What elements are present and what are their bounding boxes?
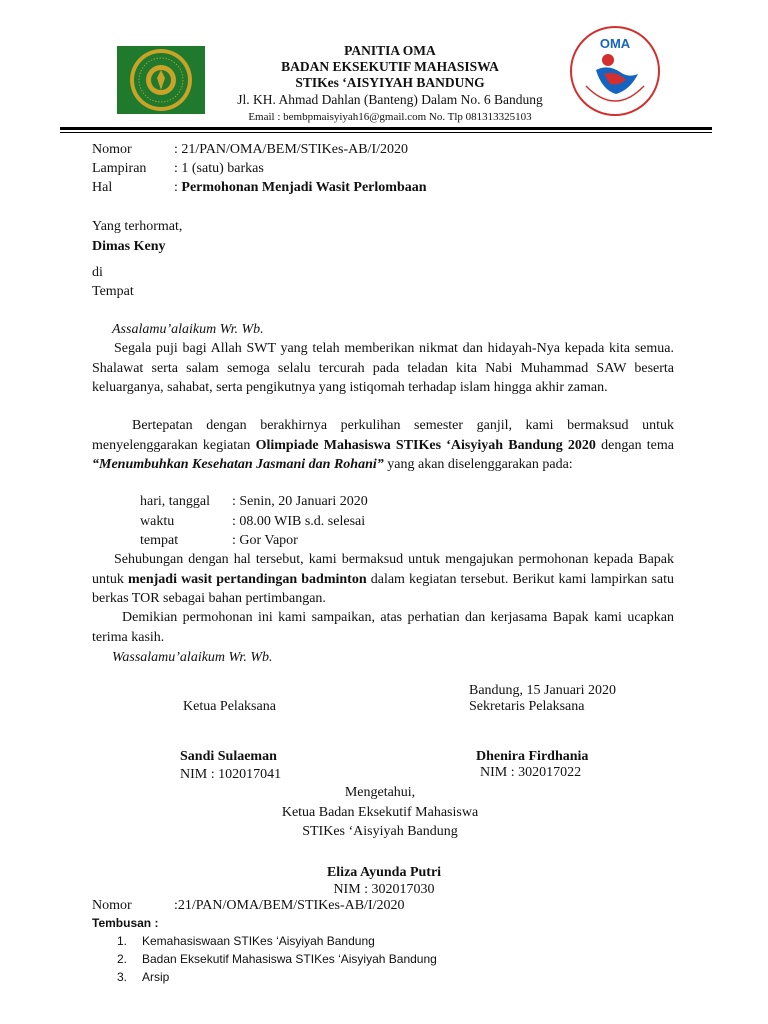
recipient-place: Tempat	[92, 284, 134, 299]
header-rule-thin	[60, 132, 712, 133]
p2-text-e: yang akan diselenggarakan pada:	[387, 457, 573, 472]
stikes-logo	[115, 44, 207, 116]
footer-nomor-label: Nomor	[92, 898, 132, 913]
tembusan-item: 1. Kemahasiswaan STIKes ‘Aisyiyah Bandung	[117, 934, 375, 948]
org-contact: Email : bembpmaisyiyah16@gmail.com No. Tlp 081313325103	[248, 111, 532, 123]
left-signer-name: Sandi Sulaeman	[180, 749, 277, 764]
p2-theme: “Menumbuhkan Kesehatan Jasmani dan Rohani”	[92, 457, 384, 472]
org-address: Jl. KH. Ahmad Dahlan (Banteng) Dalam No. 6 Bandung	[237, 92, 543, 107]
detail-hari	[140, 492, 368, 512]
greeting: Yang terhormat,	[92, 219, 183, 234]
p3-text-a: Sehubungan dengan hal tersebut, kami bermaksud untuk mengajukan permohonan kepada Bapak untuk	[92, 552, 674, 587]
right-signer-nim: NIM : 302017022	[480, 765, 582, 780]
paragraph-1	[92, 339, 674, 398]
approval-institution: STIKes ‘Aisyiyah Bandung	[302, 824, 458, 839]
detail-value: : 08.00 WIB s.d. selesai	[232, 514, 366, 529]
salam: Assalamu’alaikum Wr. Wb.	[112, 322, 264, 337]
letterhead	[0, 0, 768, 136]
recipient-name: Dimas Keny	[92, 239, 166, 254]
hal-colon: :	[174, 180, 178, 195]
approval-known: Mengetahui,	[344, 785, 416, 800]
hal-label: Hal	[92, 180, 113, 195]
left-signer-nim: NIM : 102017041	[180, 767, 282, 782]
detail-value: : Gor Vapor	[232, 533, 298, 548]
paragraph-1-text: Segala puji bagi Allah SWT yang telah memberikan nikmat dan hidayah-Nya kepada kita semua. Shalawat serta salam semoga selalu tercurah pada teladan kita Nabi Muhammad SAW beserta keluarganya, sahabat, serta pengikutnya yang istiqomah terhadap islam hingga akhir zaman.	[92, 341, 674, 395]
lampiran-value: : 1 (satu) barkas	[174, 161, 264, 176]
tembusan-list	[117, 932, 517, 986]
lampiran-label: Lampiran	[92, 161, 147, 176]
nomor-label: Nomor	[92, 142, 132, 157]
right-signer-name: Dhenira Firdhania	[476, 749, 589, 764]
detail-key: waktu	[140, 514, 175, 529]
approval-role: Ketua Badan Eksekutif Mahasiswa	[281, 804, 479, 820]
p3-request: menjadi wasit pertandingan badminton	[127, 571, 367, 587]
paragraph-3	[92, 550, 674, 609]
oma-logo-text: OMA	[599, 36, 631, 51]
paragraph-4	[92, 608, 674, 647]
right-role: Sekretaris Pelaksana	[469, 699, 585, 714]
p3-text-c: dalam kegiatan tersebut. Berikut kami lampirkan satu berkas TOR sebagai bahan pertimbangan.	[92, 571, 675, 606]
hal-value: Permohonan Menjadi Wasit Perlombaan	[181, 180, 427, 195]
detail-value: : Senin, 20 Januari 2020	[232, 494, 368, 509]
recipient-di: di	[92, 265, 103, 280]
letter-date: Bandung, 15 Januari 2020	[469, 683, 616, 698]
tembusan-item: 3. Arsip	[117, 970, 170, 984]
chair-name: Eliza Ayunda Putri	[326, 865, 442, 880]
header-rule-thick	[60, 127, 712, 130]
detail-waktu	[140, 512, 365, 532]
org-name-1: PANITIA OMA	[344, 43, 436, 58]
p2-event-name: Olimpiade Mahasiswa STIKes ‘Aisyiyah Bandung 2020	[255, 437, 596, 453]
left-role: Ketua Pelaksana	[183, 699, 276, 714]
nomor-value: : 21/PAN/OMA/BEM/STIKes-AB/I/2020	[174, 142, 409, 157]
approval-block	[220, 783, 540, 842]
footer-nomor-value: :21/PAN/OMA/BEM/STIKes-AB/I/2020	[174, 898, 405, 913]
detail-key: tempat	[140, 533, 179, 548]
p4-text: Demikian permohonan ini kami sampaikan, atas perhatian dan kerjasama Bapak kami ucapkan terima kasih.	[92, 610, 674, 645]
tembusan-label: Tembusan :	[92, 916, 159, 930]
closing-salam: Wassalamu’alaikum Wr. Wb.	[112, 650, 273, 665]
detail-tempat	[140, 531, 298, 551]
paragraph-2	[92, 416, 674, 475]
org-name-2: BADAN EKSEKUTIF MAHASISWA	[281, 59, 499, 74]
org-name-3: STIKes ‘AISYIYAH BANDUNG	[295, 75, 485, 90]
p2-text-a: Bertepatan dengan berakhirnya perkulihan semester ganjil, kami bermaksud untuk menyelenggarakan kegiatan	[92, 418, 674, 453]
oma-logo	[568, 24, 662, 118]
detail-key: hari, tanggal	[140, 494, 210, 509]
p2-text-c: dengan tema	[601, 437, 675, 453]
tembusan-item: 2. Badan Eksekutif Mahasiswa STIKes ‘Aisyiyah Bandung	[117, 952, 437, 966]
chair-nim: NIM : 302017030	[333, 882, 435, 897]
